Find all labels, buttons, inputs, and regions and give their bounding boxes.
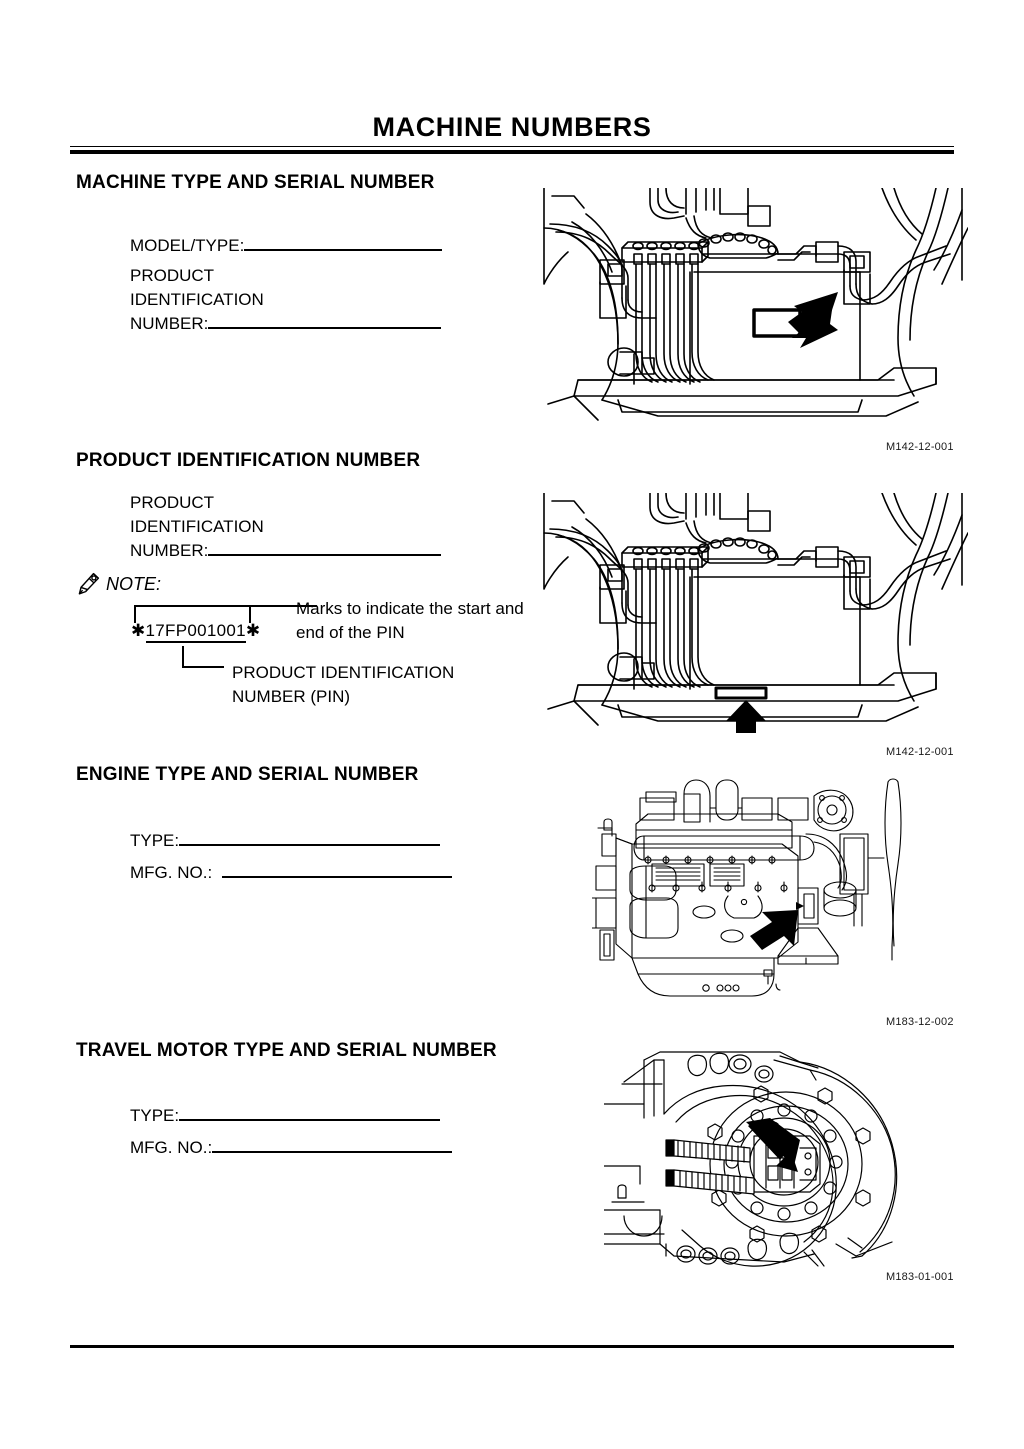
field-label-engine-type: TYPE:	[130, 831, 180, 850]
figure-caption-2: M142-12-001	[886, 746, 954, 758]
field-blank-engine-type[interactable]	[179, 829, 440, 846]
page-title: MACHINE NUMBERS	[372, 112, 652, 142]
callout-pin-line1: PRODUCT IDENTIFICATION	[232, 663, 455, 682]
pin-sample-row	[131, 621, 260, 641]
pencil-icon	[76, 572, 100, 596]
field-label-pin2-line3: NUMBER:	[130, 541, 209, 560]
pin-bracket-top-horizontal	[134, 605, 317, 607]
field-label-model-type: MODEL/TYPE:	[130, 236, 245, 255]
pin-asterisk-left: ✱	[131, 621, 146, 640]
field-label-pin-line3: NUMBER:	[130, 314, 209, 333]
section-heading-engine-type: ENGINE TYPE AND SERIAL NUMBER	[76, 764, 419, 785]
header-rule-thin	[70, 146, 954, 147]
note-block	[76, 572, 161, 596]
field-pin2-number	[130, 539, 441, 561]
figure-caption-3: M183-12-002	[886, 1016, 954, 1028]
pin-callout-horizontal	[182, 666, 224, 668]
field-travel-motor-type	[130, 1104, 440, 1126]
section-heading-travel-motor: TRAVEL MOTOR TYPE AND SERIAL NUMBER	[76, 1040, 497, 1061]
pin-sample-value: 17FP001001	[146, 621, 246, 643]
figure-machine-undercarriage-pin-location	[538, 493, 968, 733]
callout-marks-line2: end of the PIN	[296, 623, 405, 642]
field-travel-motor-mfg-no	[130, 1136, 452, 1158]
field-model-type	[130, 234, 442, 256]
field-label-pin2-line2: IDENTIFICATION	[130, 517, 264, 536]
figure-caption-1: M142-12-001	[886, 441, 954, 453]
section-heading-product-identification-number: PRODUCT IDENTIFICATION NUMBER	[76, 450, 421, 471]
pin-asterisk-right: ✱	[245, 621, 261, 640]
header-rule-thick	[70, 150, 954, 154]
figure-caption-4: M183-01-001	[886, 1271, 954, 1283]
pin-stamp-plate	[716, 688, 766, 698]
pin-callout-vertical	[182, 646, 184, 668]
field-label-travel-motor-type: TYPE:	[130, 1106, 180, 1125]
figure-machine-undercarriage-nameplate	[538, 188, 968, 428]
field-blank-travel-motor-mfg-no[interactable]	[212, 1136, 452, 1153]
field-label-pin-line1: PRODUCT	[130, 266, 215, 285]
field-blank-pin-number[interactable]	[208, 312, 441, 329]
field-engine-mfg-no	[130, 861, 452, 883]
field-label-engine-mfg-no: MFG. NO.:	[130, 863, 213, 882]
figure-engine-assembly	[592, 778, 918, 1006]
section-heading-machine-type: MACHINE TYPE AND SERIAL NUMBER	[76, 172, 435, 193]
field-blank-travel-motor-type[interactable]	[179, 1104, 440, 1121]
footer-rule	[70, 1345, 954, 1348]
callout-arrow	[726, 700, 766, 733]
field-label-pin2-line1: PRODUCT	[130, 493, 215, 512]
field-blank-pin2-number[interactable]	[208, 539, 441, 556]
callout-pin-line2: NUMBER (PIN)	[232, 687, 351, 706]
field-blank-model-type[interactable]	[244, 234, 442, 251]
field-label-travel-motor-mfg-no: MFG. NO.:	[130, 1138, 213, 1157]
field-label-pin-line2: IDENTIFICATION	[130, 290, 264, 309]
field-engine-type	[130, 829, 440, 851]
callout-marks-line1: Marks to indicate the start and	[296, 599, 524, 618]
field-pin-number	[130, 312, 441, 334]
note-label: NOTE:	[106, 573, 162, 594]
figure-travel-motor-sprocket	[604, 1044, 934, 1270]
field-blank-engine-mfg-no[interactable]	[222, 861, 452, 878]
